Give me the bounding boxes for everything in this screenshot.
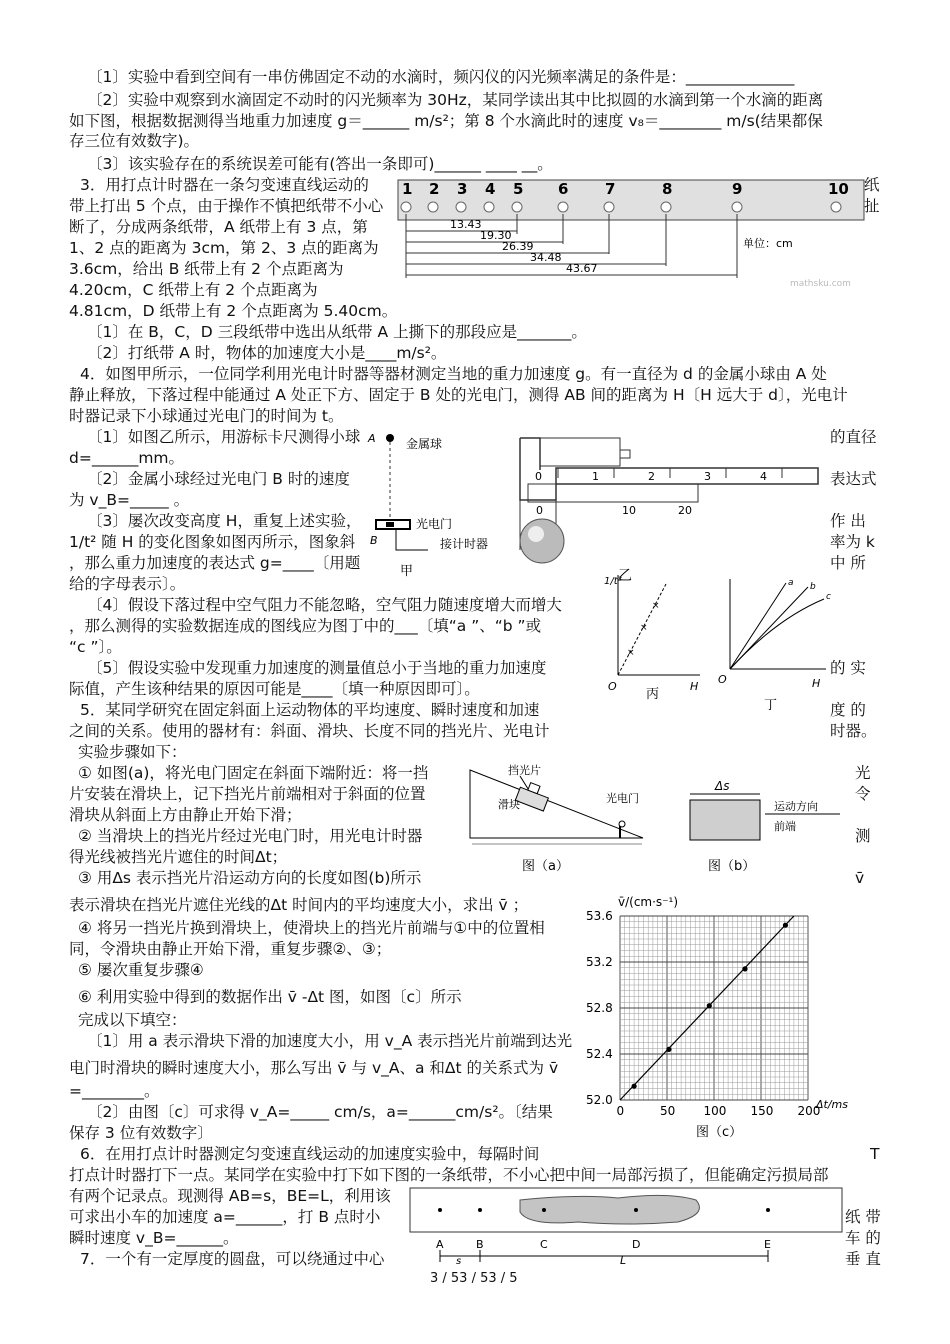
ticker-tape-2 xyxy=(408,1186,844,1266)
watermark: mathsku.com xyxy=(790,279,851,289)
text-line: “c ”〕。 xyxy=(69,638,122,656)
text-line: 时器记录下小球通过光电门的时间为 t。 xyxy=(69,407,344,425)
chart-caption: 图（c） xyxy=(696,1125,743,1140)
label-b: B xyxy=(370,534,378,547)
svg-text:×: × xyxy=(652,601,660,611)
main-scale-label: 3 xyxy=(704,470,711,483)
x-tick-label: 150 xyxy=(750,1104,774,1118)
tape2-label: D xyxy=(632,1238,641,1251)
gate-label: 光电门 xyxy=(416,517,453,531)
vernier-caliper xyxy=(498,430,828,588)
tape-distance-label: 34.48 xyxy=(530,251,562,264)
text-line: 4.20cm，C 纸带上有 2 个点距离为 xyxy=(69,281,318,299)
tape-point-label: 2 xyxy=(429,180,440,198)
l-label: L xyxy=(620,1254,627,1267)
text-line: 纸 带 xyxy=(845,1208,881,1226)
text-line: T xyxy=(870,1145,880,1163)
text-line: 垂 直 xyxy=(845,1250,881,1268)
ticker-tape-figure xyxy=(398,174,864,290)
text-line: 〔2〕金属小球经过光电门 B 时的速度 xyxy=(87,470,350,488)
ball-label: 金属球 xyxy=(406,437,443,451)
tape2-dot xyxy=(478,1208,482,1212)
tape-dot xyxy=(604,202,614,212)
tape2-label: C xyxy=(540,1238,548,1251)
free-fall-apparatus xyxy=(362,428,489,580)
tape-strip xyxy=(398,180,864,220)
text-line: 光 xyxy=(855,764,871,782)
tape-dot xyxy=(831,202,841,212)
timer-label xyxy=(440,536,488,551)
text-line: 7．一个有一定厚度的圆盘，可以绕通过中心 xyxy=(80,1250,385,1268)
figure-caption-a: 图（a） xyxy=(522,859,569,874)
text-line: ① 如图(a)，将光电门固定在斜面下端附近：将一挡 xyxy=(78,764,429,782)
line-label: b xyxy=(810,582,816,592)
text-line: ⑤ 屡次重复步骤④ xyxy=(78,961,204,979)
shutter-plate xyxy=(690,800,760,840)
tape-dot xyxy=(558,202,568,212)
text-line: 〔3〕屡次改变高度 H，重复上述实验， xyxy=(87,512,362,530)
text-line: 际值，产生该种结果的原因可能是____〔填一种原因即可〕。 xyxy=(69,680,480,698)
tape-dot xyxy=(428,202,438,212)
svg-text:×: × xyxy=(640,623,648,633)
tape-dot xyxy=(512,202,522,212)
text-line: 〔1〕实验中看到空间有一串仿佛固定不动的水滴时，频闪仪的闪光频率满足的条件是：______________ xyxy=(87,68,795,86)
main-scale-label: 2 xyxy=(648,470,655,483)
x-tick-label: 200 xyxy=(797,1104,821,1118)
text-line: 静止释放，下落过程中能通过 A 处正下方、固定于 B 处的光电门，测得 AB 间的距离为 H〔H 远大于 d〕，光电计 xyxy=(69,386,848,404)
text-line: 〔1〕在 B，C，D 三段纸带中选出从纸带 A 上撕下的那段应是_______。 xyxy=(87,323,587,341)
graph-bing xyxy=(600,570,710,705)
text-line: ② 当滑块上的挡光片经过光电门时，用光电计时器 xyxy=(78,827,423,845)
main-scale-label: 4 xyxy=(760,470,767,483)
ball-in-caliper xyxy=(520,519,564,563)
text-line: 可求出小车的加速度 a=______，打 B 点时小 xyxy=(69,1208,381,1226)
origin-label: O xyxy=(608,680,617,693)
text-line: =________。 xyxy=(69,1082,160,1100)
data-point xyxy=(666,1047,671,1052)
tape2-dot xyxy=(438,1208,442,1212)
tape-point-label: 5 xyxy=(513,180,524,198)
label-a: A xyxy=(368,432,376,445)
text-line: 〔2〕实验中观察到水滴固定不动时的闪光频率为 30Hz，某同学读出其中比拟圆的水滴到第一个水滴的距离 xyxy=(87,91,824,109)
text-line: 1/t² 随 H 的变化图象如图丙所示，图象斜 xyxy=(69,533,356,551)
text-line: 瞬时速度 v_B=______。 xyxy=(69,1229,239,1247)
data-point xyxy=(707,1003,712,1008)
line-c xyxy=(730,599,824,669)
tape-unit-label: 单位：cm xyxy=(743,237,793,250)
tape-distance-label: 19.30 xyxy=(480,229,512,242)
figure-caption-jia: 甲 xyxy=(400,564,414,579)
x-axis-label: H xyxy=(812,677,821,690)
main-scale-label: 1 xyxy=(592,470,599,483)
tape2-dot xyxy=(766,1208,770,1212)
text-line: 实验步骤如下： xyxy=(78,743,187,761)
text-line: 存三位有效数字)。 xyxy=(69,132,200,150)
text-line: 完成以下填空： xyxy=(78,1011,187,1029)
tape2-label: A xyxy=(436,1238,444,1251)
tape2-dot xyxy=(634,1208,638,1212)
graph-ding xyxy=(716,575,836,715)
chart-y-label: v̄/(cm·s⁻¹) xyxy=(618,895,679,909)
tape-point-label: 10 xyxy=(828,180,849,198)
tape2-label: B xyxy=(476,1238,484,1251)
chart-x-label: Δt/ms xyxy=(816,1098,848,1111)
tape-distance-label: 26.39 xyxy=(502,240,534,253)
data-point xyxy=(783,923,788,928)
block-label: 滑块 xyxy=(498,798,520,811)
data-point xyxy=(632,1084,637,1089)
y-tick-label: 53.2 xyxy=(586,955,613,969)
text-line: ③ 用Δs 表示挡光片沿运动方向的长度如图(b)所示 xyxy=(78,869,422,887)
text-line: v̄ xyxy=(855,869,865,887)
text-line: 滑块从斜面上方由静止开始下滑； xyxy=(69,806,302,824)
text-line: 纸 xyxy=(864,176,880,194)
text-line: ，那么重力加速度的表达式 g=____〔用题 xyxy=(69,554,361,572)
tape-point-label: 4 xyxy=(485,180,496,198)
delta-s-label: Δs xyxy=(715,779,730,793)
text-line: 4．如图甲所示，一位同学利用光电计时器等器材测定当地的重力加速度 g。有一直径为 d 的金属小球由 A 处 xyxy=(80,365,827,383)
figure-caption-bing: 丙 xyxy=(646,687,660,702)
line-label: a xyxy=(788,578,794,588)
v-t-chart xyxy=(576,890,866,1140)
text-line: 〔3〕该实验存在的系统误差可能有(答出一条即可)______ ____ __。 xyxy=(87,155,553,173)
tape-point-label: 6 xyxy=(558,180,569,198)
vernier-label: 0 xyxy=(536,504,543,517)
text-line: 之间的关系。使用的器材有：斜面、滑块、长度不同的挡光片、光电计 xyxy=(69,722,550,740)
text-line: 的直径 xyxy=(830,428,877,446)
text-line: 度 的 xyxy=(830,701,866,719)
x-tick-label: 100 xyxy=(703,1104,727,1118)
text-line: 扯 xyxy=(864,197,880,215)
tape-distance-label: 13.43 xyxy=(450,218,482,231)
stain xyxy=(520,1195,699,1224)
y-tick-label: 52.8 xyxy=(586,1001,613,1015)
main-scale-label: 0 xyxy=(535,470,542,483)
tape2-dot xyxy=(542,1208,546,1212)
text-line: 打点计时器打下一点。某同学在实验中打下如下图的一条纸带，不小心把中间一局部污损了，但能确定污损局部 xyxy=(69,1166,829,1184)
timer-label-text: 接计时器 xyxy=(440,537,489,551)
text-line: 断了，分成两条纸带，A 纸带上有 3 点，第 xyxy=(69,218,368,236)
figure-caption-yi: 乙 xyxy=(618,568,632,584)
text-line: 给的字母表示〕。 xyxy=(69,575,186,593)
text-line: 〔2〕打纸带 A 时，物体的加速度大小是____m/s²。 xyxy=(87,344,447,362)
text-line: 同，令滑块由静止开始下滑，重复步骤②、③； xyxy=(69,940,392,958)
y-tick-label: 52.0 xyxy=(586,1093,613,1107)
text-line: 令 xyxy=(855,785,871,803)
data-point xyxy=(742,966,747,971)
vernier-label: 20 xyxy=(678,504,692,517)
tape-distance-label: 43.67 xyxy=(566,262,598,275)
text-line: 时器。 xyxy=(830,722,877,740)
tape-dot xyxy=(661,202,671,212)
text-line: 5．某同学研究在固定斜面上运动物体的平均速度、瞬时速度和加速 xyxy=(80,701,540,719)
text-line: ，那么测得的实验数据连成的图线应为图丁中的___〔填“a ”、“b ”或 xyxy=(69,617,542,635)
text-line: 得光线被挡光片遮住的时间Δt； xyxy=(69,848,288,866)
gate-label: 光电门 xyxy=(606,792,639,805)
y-tick-label: 52.4 xyxy=(586,1047,613,1061)
x-tick-label: 50 xyxy=(660,1104,676,1118)
origin-label: O xyxy=(718,673,727,686)
text-line: ④ 将另一挡光片换到滑块上，使滑块上的挡光片前端与①中的位置相 xyxy=(78,919,545,937)
text-line: 表达式 xyxy=(830,470,877,488)
text-line: 〔4〕假设下落过程中空气阻力不能忽略，空气阻力随速度增大而增大 xyxy=(87,596,562,614)
svg-text:×: × xyxy=(627,648,635,658)
tape-point-label: 7 xyxy=(605,180,616,198)
text-line: 〔1〕如图乙所示，用游标卡尺测得小球 xyxy=(87,428,361,446)
text-line: 3.6cm，给出 B 纸带上有 2 个点距离为 xyxy=(69,260,344,278)
tape-dot xyxy=(484,202,494,212)
vernier-label: 10 xyxy=(622,504,636,517)
text-line: 表示滑块在挡光片遮住光线的Δt 时间内的平均速度大小，求出 v̄ ； xyxy=(69,896,529,914)
x-tick-label: 0 xyxy=(616,1104,625,1118)
chart-grid xyxy=(620,916,808,1100)
figure-caption-b: 图（b） xyxy=(708,859,756,874)
text-line: 中 所 xyxy=(830,554,866,572)
text-line: 3．用打点计时器在一条匀变速直线运动的 xyxy=(80,176,369,194)
text-line: 6．在用打点计时器测定匀变速直线运动的加速度实验中，每隔时间 xyxy=(80,1145,540,1163)
text-line: 1、2 点的距离为 3cm，第 2、3 点的距离为 xyxy=(69,239,379,257)
text-line: 有两个记录点。现测得 AB=s，BE=L，利用该 xyxy=(69,1187,391,1205)
text-line: 测 xyxy=(855,827,871,845)
y-tick-label: 53.6 xyxy=(586,909,613,923)
shutter-label: 挡光片 xyxy=(508,764,541,777)
text-line: 作 出 xyxy=(830,512,866,530)
text-line: 率为 k xyxy=(830,533,875,551)
text-line: 4.81cm，D 纸带上有 2 个点距离为 5.40cm。 xyxy=(69,302,398,320)
text-line: 为 v_B=_____ 。 xyxy=(69,491,190,509)
tape-point-label: 1 xyxy=(402,180,413,198)
figure-caption-ding: 丁 xyxy=(764,698,778,713)
tape-dot xyxy=(401,202,411,212)
tape2-label: E xyxy=(764,1238,771,1251)
text-line: 如下图，根据数据测得当地重力加速度 g＝______ m/s²；第 8 个水滴此时的速度 v₈＝________ m/s(结果都保 xyxy=(69,112,823,130)
tape-point-label: 3 xyxy=(457,180,468,198)
metal-ball xyxy=(386,434,394,442)
text-line: 片安装在滑块上，记下挡光片前端相对于斜面的位置 xyxy=(69,785,426,803)
x-axis-label: H xyxy=(690,680,699,693)
s-label: s xyxy=(456,1256,462,1267)
text-line: 〔5〕假设实验中发现重力加速度的测量值总小于当地的重力加速度 xyxy=(87,659,547,677)
text-line: 的 实 xyxy=(830,659,866,677)
page-number: 3 / 53 / 53 / 5 xyxy=(430,1271,518,1286)
tape-dot xyxy=(732,202,742,212)
incline-figure xyxy=(460,762,855,882)
text-line: d=______mm。 xyxy=(69,449,185,467)
text-line: 〔2〕由图〔c〕可求得 v_A=_____ cm/s，a=______cm/s²。〔结果 xyxy=(87,1103,553,1121)
front-label: 前端 xyxy=(774,820,796,833)
tape-point-label: 9 xyxy=(732,180,743,198)
text-line: 车 的 xyxy=(845,1229,881,1247)
graph-y-axis-label: 1/t² xyxy=(604,576,622,587)
tape-point-label: 8 xyxy=(662,180,673,198)
text-line: 电门时滑块的瞬时速度大小，那么写出 v̄ 与 v_A、a 和Δt 的关系式为 v̄ xyxy=(69,1059,559,1077)
text-line: 〔1〕用 a 表示滑块下滑的加速度大小，用 v_A 表示挡光片前端到达光 xyxy=(87,1032,573,1050)
text-line: ⑥ 利用实验中得到的数据作出 v̄ -Δt 图，如图〔c〕所示 xyxy=(78,988,462,1006)
text-line: 保存 3 位有效数字〕 xyxy=(69,1124,213,1142)
tape-dot xyxy=(456,202,466,212)
text-line: 带上打出 5 个点，由于操作不慎把纸带不小心 xyxy=(69,197,384,215)
direction-label: 运动方向 xyxy=(774,800,818,813)
line-label: c xyxy=(826,592,831,602)
